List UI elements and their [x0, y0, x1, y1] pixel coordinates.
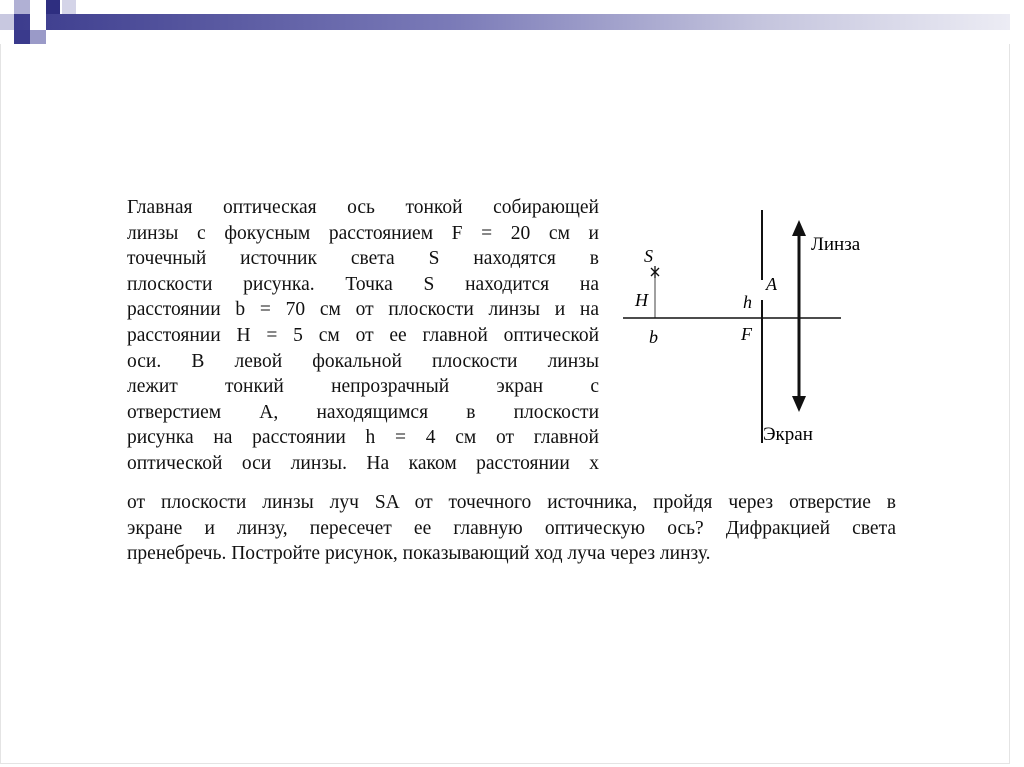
text-line: оптической оси линзы. На каком расстоянии x: [127, 452, 599, 474]
label-F: F: [741, 324, 752, 344]
text-line: линзы с фокусным расстоянием F = 20 см и: [127, 222, 599, 244]
decor-square: [30, 14, 46, 30]
problem-text-part1: [127, 195, 599, 477]
lens-arrow-bottom: [792, 396, 806, 412]
lens-arrow-top: [792, 220, 806, 236]
decor-square: [14, 0, 30, 14]
text-line: точечный источник света S находятся в: [127, 248, 599, 270]
text-line: лежит тонкий непрозрачный экран с: [127, 376, 599, 398]
text-line: оси. В левой фокальной плоскости линзы: [127, 350, 599, 372]
label-h: h: [743, 292, 752, 312]
text-line: от плоскости линзы луч SA от точечного источника, пройдя через отверстие в: [127, 492, 896, 513]
optics-diagram: [615, 200, 885, 450]
text-line: рисунка на расстоянии h = 4 см от главной: [127, 427, 599, 449]
text-line: отверстием A, находящимся в плоскости: [127, 401, 599, 423]
text-line: расстоянии H = 5 см от ее главной оптической: [127, 324, 599, 346]
label-S: S: [644, 246, 653, 266]
decor-square: [30, 30, 46, 44]
label-b: b: [649, 327, 658, 347]
decor-square: [0, 14, 14, 30]
text-line: плоскости рисунка. Точка S находится на: [127, 273, 599, 295]
decor-square: [46, 0, 60, 14]
header-gradient-bar: [0, 14, 1010, 30]
text-line: пренебречь. Постройте рисунок, показывающий ход луча через линзу.: [127, 543, 711, 565]
label-lens: Линза: [811, 234, 861, 255]
label-screen: Экран: [763, 424, 813, 445]
decor-square: [14, 30, 30, 44]
text-line: экране и линзу, пересечет ее главную оптическую ось? Дифракцией света: [127, 517, 896, 539]
text-line: расстоянии b = 70 см от плоскости линзы и на: [127, 299, 599, 321]
text-line: Главная оптическая ось тонкой собирающей: [127, 197, 599, 218]
problem-text-part2: [127, 490, 896, 567]
slide-header-decoration: [0, 0, 1024, 44]
decor-square: [62, 0, 76, 14]
label-H: H: [635, 290, 648, 310]
source-star-icon: [651, 266, 659, 278]
label-A: A: [766, 274, 777, 294]
